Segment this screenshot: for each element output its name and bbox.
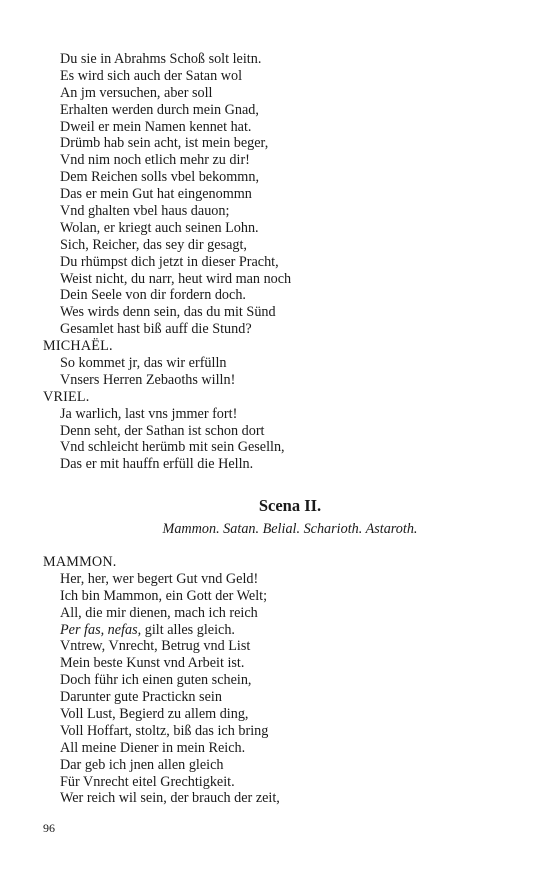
page-number: 96 bbox=[43, 821, 55, 835]
verse-line: Dein Seele von dir fordern doch. bbox=[60, 287, 246, 304]
latin-phrase: Per fas, nefas, bbox=[60, 621, 142, 638]
verse-line: Her, her, wer begert Gut vnd Geld! bbox=[60, 570, 259, 587]
verse-line: So kommet jr, das wir erfülln bbox=[60, 355, 227, 372]
verse-line: Sich, Reicher, das sey dir gesagt, bbox=[60, 236, 247, 253]
verse-line: Voll Lust, Begierd zu allem ding, bbox=[60, 706, 249, 723]
verse-line: Voll Hoffart, stoltz, biß das ich bring bbox=[60, 722, 269, 739]
verse-line: Drümb hab sein acht, ist mein beger, bbox=[60, 135, 269, 152]
verse-line: Ich bin Mammon, ein Gott der Welt; bbox=[60, 587, 268, 604]
dialogue-block-2 bbox=[0, 554, 550, 807]
verse-line: Du sie in Abrahms Schoß solt leitn. bbox=[60, 51, 262, 67]
speaker-name: VRIEL. bbox=[43, 388, 90, 405]
verse-line: Weist nicht, du narr, heut wird man noch bbox=[60, 270, 292, 287]
verse-line: Dem Reichen solls vbel bekommn, bbox=[60, 169, 259, 186]
verse-line: Darunter gute Practickn sein bbox=[60, 689, 222, 706]
verse-line: Vnsers Herren Zebaoths willn! bbox=[60, 371, 236, 388]
verse-line: Es wird sich auch der Satan wol bbox=[60, 67, 243, 84]
verse-line: Mein beste Kunst vnd Arbeit ist. bbox=[60, 655, 245, 672]
verse-line-latin bbox=[0, 622, 550, 639]
verse-line: Wer reich wil sein, der brauch der zeit, bbox=[60, 790, 280, 807]
scene-persons: Mammon. Satan. Belial. Scharioth. Astaroth. bbox=[162, 521, 418, 537]
verse-line: Vntrew, Vnrecht, Betrug vnd List bbox=[60, 638, 251, 655]
verse-line: Das er mein Gut hat eingenommn bbox=[60, 186, 252, 203]
verse-line: Du rhümpst dich jetzt in dieser Pracht, bbox=[60, 253, 279, 270]
verse-line: Wes wirds denn sein, das du mit Sünd bbox=[60, 304, 276, 321]
scene-title: Scena II. bbox=[258, 496, 322, 515]
verse-line: All meine Diener in mein Reich. bbox=[60, 739, 246, 756]
verse-line: An jm versuchen, aber soll bbox=[60, 84, 213, 101]
verse-line: Dar geb ich jnen allen gleich bbox=[60, 756, 224, 773]
verse-line: Vnd nim noch etlich mehr zu dir! bbox=[60, 152, 250, 169]
verse-line: Gesamlet hast biß auff die Stund? bbox=[60, 321, 252, 338]
verse-line: Dweil er mein Namen kennet hat. bbox=[60, 118, 252, 135]
verse-line: Vnd ghalten vbel haus dauon; bbox=[60, 203, 230, 220]
verse-line: Vnd schleicht herümb mit sein Geselln, bbox=[60, 439, 285, 456]
speaker-name: MICHAËL. bbox=[43, 338, 113, 355]
verse-line: Doch führ ich einen guten schein, bbox=[60, 672, 252, 689]
verse-line: All, die mir dienen, mach ich reich bbox=[60, 604, 258, 621]
dialogue-block-1 bbox=[0, 51, 550, 473]
verse-line: Denn seht, der Sathan ist schon dort bbox=[60, 422, 265, 439]
verse-line: Für Vnrecht eitel Grechtigkeit. bbox=[60, 773, 235, 790]
latin-line-rest: gilt alles gleich. bbox=[141, 621, 235, 638]
verse-line: Erhalten werden durch mein Gnad, bbox=[60, 101, 259, 118]
verse-line: Wolan, er kriegt auch seinen Lohn. bbox=[60, 219, 259, 236]
speaker-name: MAMMON. bbox=[43, 554, 117, 570]
verse-line: Ja warlich, last vns jmmer fort! bbox=[60, 405, 238, 422]
verse-line: Das er mit hauffn erfüll die Helln. bbox=[60, 456, 254, 473]
